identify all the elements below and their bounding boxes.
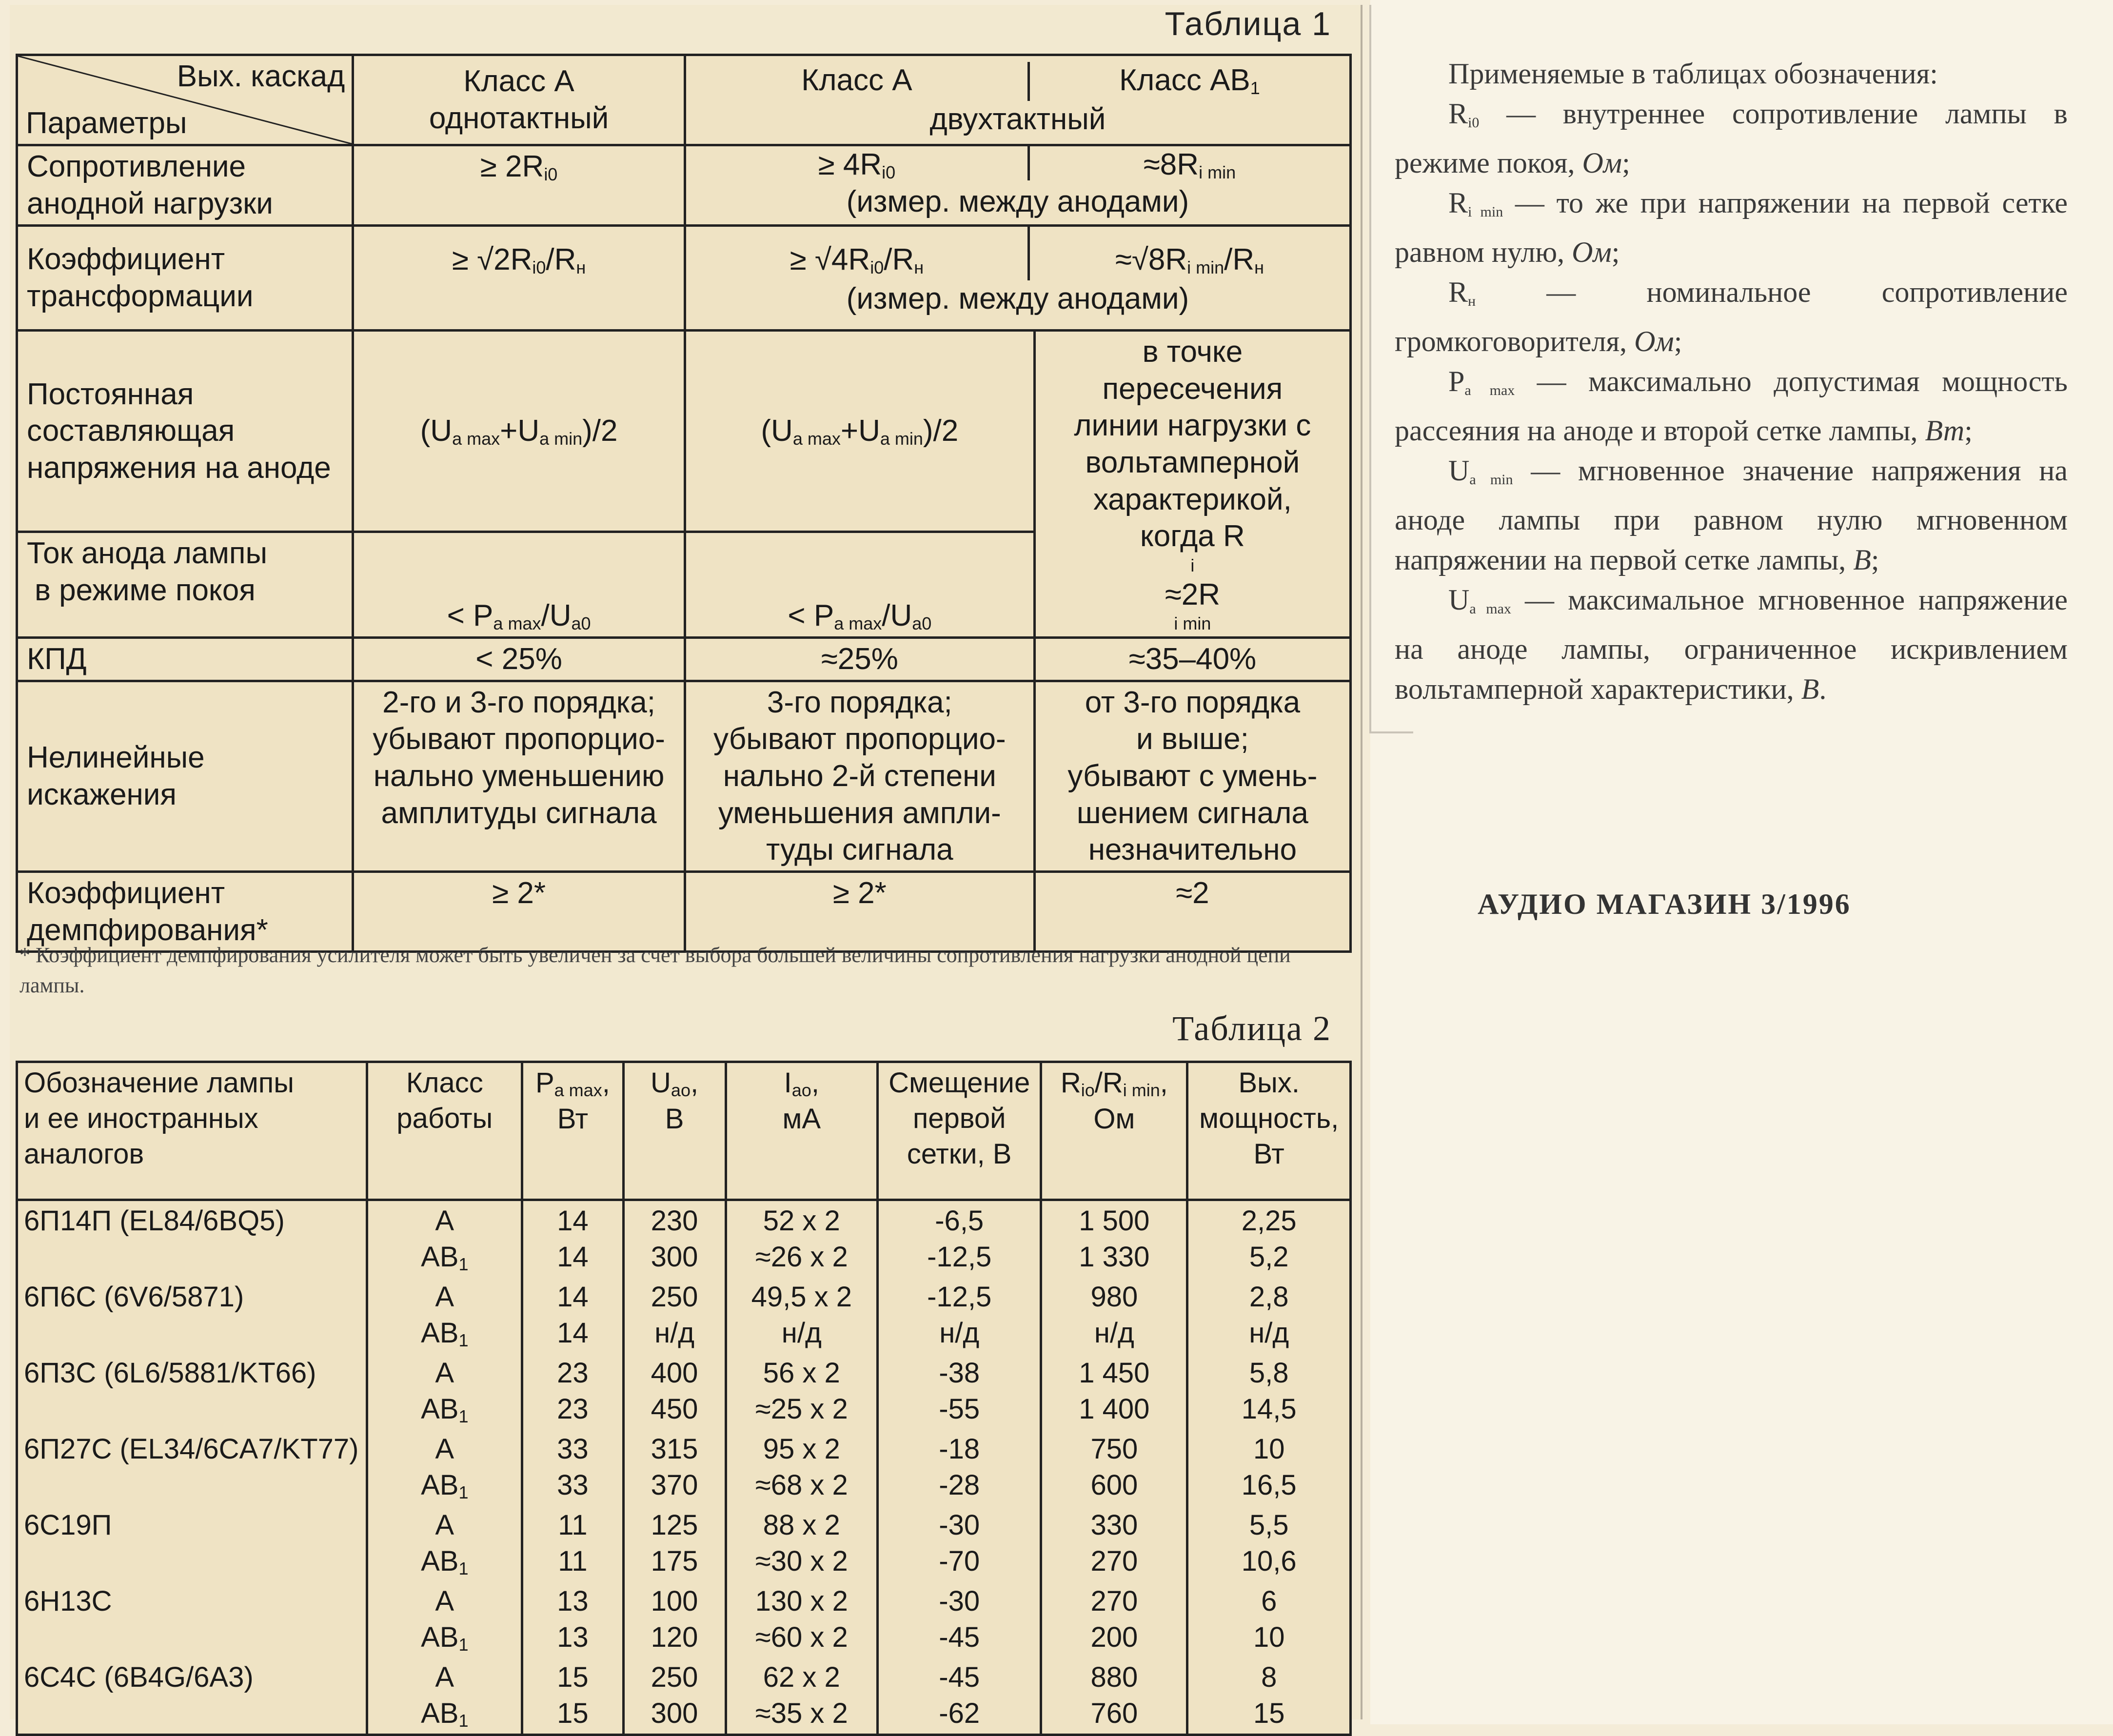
cell: ≥ $√4R_{i0}/R_н$ $\approx√8R_{i min}/R_н$ (измер. между анодами)	[685, 226, 1350, 331]
cell: ≥ $4R_{i0}$ $\approx 8R_{i min}$ (измер. между анодами)	[685, 145, 1350, 226]
table-row	[17, 331, 1351, 532]
table1-footnote: * Коэффициент демпфирования усилителя может быть увеличен за счет выбора большей величины сопротивления нагрузки анодной цепи лампы.	[20, 943, 1291, 997]
legend-item: Ri min — то же при напряжении на первой сетке равном нулю, Ом;	[1395, 187, 2068, 268]
between-anodes-note: (измер. между анодами)	[846, 282, 1189, 316]
cell-r: 270 200	[1041, 1581, 1187, 1657]
cell-r: 1 500 1 330	[1041, 1200, 1187, 1278]
header-class-ab-push: Класс $АВ_1$	[1119, 63, 1260, 99]
table-row	[17, 1505, 1351, 1581]
table-row	[17, 638, 1351, 681]
header-class-a-label: Класс А	[463, 64, 574, 99]
header-single-ended-label: однотактный	[429, 101, 609, 135]
cell-bias: -45 -62	[878, 1657, 1041, 1735]
col-output-power: Вых. мощность, Вт	[1187, 1062, 1351, 1200]
legend-items	[1395, 94, 2068, 709]
table-row	[17, 681, 1351, 871]
table-row	[17, 1581, 1351, 1657]
cell: < 25%	[353, 638, 685, 681]
cell-i: 56 x 2 ≈25 x 2	[726, 1353, 878, 1429]
cell-out: 5,5 10,6	[1187, 1505, 1351, 1581]
cell-r: 980 н/д	[1041, 1277, 1187, 1353]
cell-class: A $AB_1$	[367, 1429, 522, 1505]
cell-u: 315 370	[623, 1429, 726, 1505]
col-grid-bias: Смещение первой сетки, В	[878, 1062, 1041, 1200]
corner-top-label: Вых. каскад	[177, 59, 345, 93]
column-divider-foot	[1369, 731, 1413, 733]
column-divider	[1369, 5, 1371, 731]
param-distortion: Нелинейные искажения	[17, 681, 353, 871]
cell: ≥ $√2R_{i0}/R_н$	[353, 226, 685, 331]
legend-item: Pa max — максимально допустимая мощность рассеяния на аноде и второй сетке лампы, Вт;	[1395, 365, 2068, 447]
param-anode-load: Сопротивление анодной нагрузки	[17, 145, 353, 226]
cell-class: A $AB_1$	[367, 1657, 522, 1735]
table2-header-row	[17, 1062, 1351, 1200]
cell-class: A $AB_1$	[367, 1353, 522, 1429]
cell-p: 14 14	[522, 1200, 623, 1278]
table-row	[17, 1657, 1351, 1735]
header-class-a-push: Класс А	[801, 63, 912, 98]
cell-out: 8 15	[1187, 1657, 1351, 1735]
tube-name: 6Н13С	[17, 1581, 367, 1657]
cell-u: 400 450	[623, 1353, 726, 1429]
header-push-pull-label: двухтактный	[929, 102, 1106, 137]
cell-bias: -6,5 -12,5	[878, 1200, 1041, 1278]
cell-p: 33 33	[522, 1429, 623, 1505]
cell: < $P_{a max}/U_{a0}$	[353, 532, 685, 637]
cell: ≥ 2*	[353, 871, 685, 951]
tube-name: 6П27С (EL34/6CA7/KT77)	[17, 1429, 367, 1505]
cell-out: 2,25 5,2	[1187, 1200, 1351, 1278]
cell-p: 14 14	[522, 1277, 623, 1353]
table1	[16, 54, 1352, 953]
param-transform-ratio: Коэффициент трансформации	[17, 226, 353, 331]
cell-p: 11 11	[522, 1505, 623, 1581]
cell-out: 5,8 14,5	[1187, 1353, 1351, 1429]
legend-item: Ri0 — внутреннее сопротивление лампы в режиме покоя, Ом;	[1395, 98, 2068, 179]
table-row	[17, 1353, 1351, 1429]
cell-r: 880 760	[1041, 1657, 1187, 1735]
ab-operating-point-cell: в точке пересечения линии нагрузки с вольтамперной характерикой, когда R i ≈2R i min	[1034, 331, 1350, 638]
cell: ≈2	[1034, 871, 1350, 951]
cell-class: A $AB_1$	[367, 1277, 522, 1353]
legend-intro: Применяемые в таблицах обозначения:	[1448, 58, 1938, 90]
corner-bottom-label: Параметры	[26, 106, 187, 140]
cell-out: 6 10	[1187, 1581, 1351, 1657]
cell-bias: -30 -45	[878, 1581, 1041, 1657]
param-damping: Коэффициент демпфирования*	[17, 871, 353, 951]
cell-out: 10 16,5	[1187, 1429, 1351, 1505]
header-push-pull	[685, 55, 1350, 145]
col-pa-max: $P_{a max}$, Вт	[522, 1062, 623, 1200]
cell-bias: -38 -55	[878, 1353, 1041, 1429]
cell: ≥ $2R_{i0}$	[353, 145, 685, 226]
cell-i: 52 x 2 ≈26 x 2	[726, 1200, 878, 1278]
cell-p: 23 23	[522, 1353, 623, 1429]
cell-class: A $AB_1$	[367, 1200, 522, 1278]
table-row	[17, 1429, 1351, 1505]
table-row	[17, 1277, 1351, 1353]
table2-body	[17, 1200, 1351, 1735]
cell: 2-го и 3-го порядка; убывают пропорцио- нально уменьшению амплитуды сигнала	[353, 681, 685, 871]
between-anodes-note: (измер. между анодами)	[846, 184, 1189, 218]
cell-class: A $AB_1$	[367, 1505, 522, 1581]
col-ri: $R_{io}/R_{i min}$, Ом	[1041, 1062, 1187, 1200]
table1-corner-cell	[17, 55, 353, 145]
cell-i: 95 x 2 ≈68 x 2	[726, 1429, 878, 1505]
cell-r: 1 450 1 400	[1041, 1353, 1187, 1429]
tube-name: 6П3С (6L6/5881/KT66)	[17, 1353, 367, 1429]
cell-i: 62 x 2 ≈35 x 2	[726, 1657, 878, 1735]
cell: $(U_{a max}+U_{a min})/2$	[685, 331, 1034, 532]
table-row	[17, 145, 1351, 226]
cell-bias: -18 -28	[878, 1429, 1041, 1505]
cell-bias: -12,5 н/д	[878, 1277, 1041, 1353]
cell: от 3-го порядка и выше; убывают с умень- шением сигнала незначительно	[1034, 681, 1350, 871]
cell: ≥ 2*	[685, 871, 1034, 951]
table1-caption: Таблица 1	[1165, 5, 1331, 42]
cell-bias: -30 -70	[878, 1505, 1041, 1581]
cell-i: 49,5 x 2 н/д	[726, 1277, 878, 1353]
tube-name: 6П14П (EL84/6BQ5)	[17, 1200, 367, 1278]
cell: ≈25%	[685, 638, 1034, 681]
col-tube-name: Обозначение лампы и ее иностранных аналогов	[17, 1062, 367, 1200]
table2	[16, 1061, 1352, 1736]
cell: $(U_{a max}+U_{a min})/2$	[353, 331, 685, 532]
tube-name: 6С19П	[17, 1505, 367, 1581]
magazine-issue: АУДИО МАГАЗИН 3/1996	[1478, 888, 1851, 920]
cell-class: A $AB_1$	[367, 1581, 522, 1657]
cell-out: 2,8 н/д	[1187, 1277, 1351, 1353]
cell-u: 230 300	[623, 1200, 726, 1278]
cell-p: 13 13	[522, 1581, 623, 1657]
legend-item: Ua min — мгновенное значение напряжения на аноде лампы при равном нулю мгновенном напряжении на первой сетке лампы, В;	[1395, 454, 2068, 576]
cell-u: 100 120	[623, 1581, 726, 1657]
notation-legend	[1395, 54, 2068, 709]
param-efficiency: КПД	[17, 638, 353, 681]
cell: ≈35–40%	[1034, 638, 1350, 681]
cell-i: 130 x 2 ≈60 x 2	[726, 1581, 878, 1657]
table-row	[17, 226, 1351, 331]
cell-u: 250 н/д	[623, 1277, 726, 1353]
col-class: Класс работы	[367, 1062, 522, 1200]
cell-i: 88 x 2 ≈30 x 2	[726, 1505, 878, 1581]
cell-p: 15 15	[522, 1657, 623, 1735]
table1-header-row	[17, 55, 1351, 145]
tube-name: 6С4С (6B4G/6A3)	[17, 1657, 367, 1735]
table-row	[17, 1200, 1351, 1278]
cell-r: 750 600	[1041, 1429, 1187, 1505]
legend-item: Ua max — максимальное мгновенное напряжение на аноде лампы, ограниченное искривлением вольтамперной характеристики, В.	[1395, 584, 2068, 705]
param-quiescent-current: Ток анода лампы в режиме покоя	[17, 532, 353, 637]
legend-item: Rн — номинальное сопротивление громкоговорителя, Ом;	[1395, 276, 2068, 357]
table2-caption: Таблица 2	[1172, 1009, 1331, 1048]
cell: 3-го порядка; убывают пропорцио- нально 2-й степени уменьшения ампли- туды сигнала	[685, 681, 1034, 871]
tables-column	[10, 5, 1363, 1731]
cell-r: 330 270	[1041, 1505, 1187, 1581]
col-ia0: $I_{ao}$, мА	[726, 1062, 878, 1200]
cell: < $P_{a max}/U_{a0}$	[685, 532, 1034, 637]
tube-name: 6П6С (6V6/5871)	[17, 1277, 367, 1353]
col-ua0: $U_{ao}$, В	[623, 1062, 726, 1200]
cell-u: 250 300	[623, 1657, 726, 1735]
cell-u: 125 175	[623, 1505, 726, 1581]
param-dc-anode-voltage: Постоянная составляющая напряжения на аноде	[17, 331, 353, 532]
header-class-a-single	[353, 55, 685, 145]
